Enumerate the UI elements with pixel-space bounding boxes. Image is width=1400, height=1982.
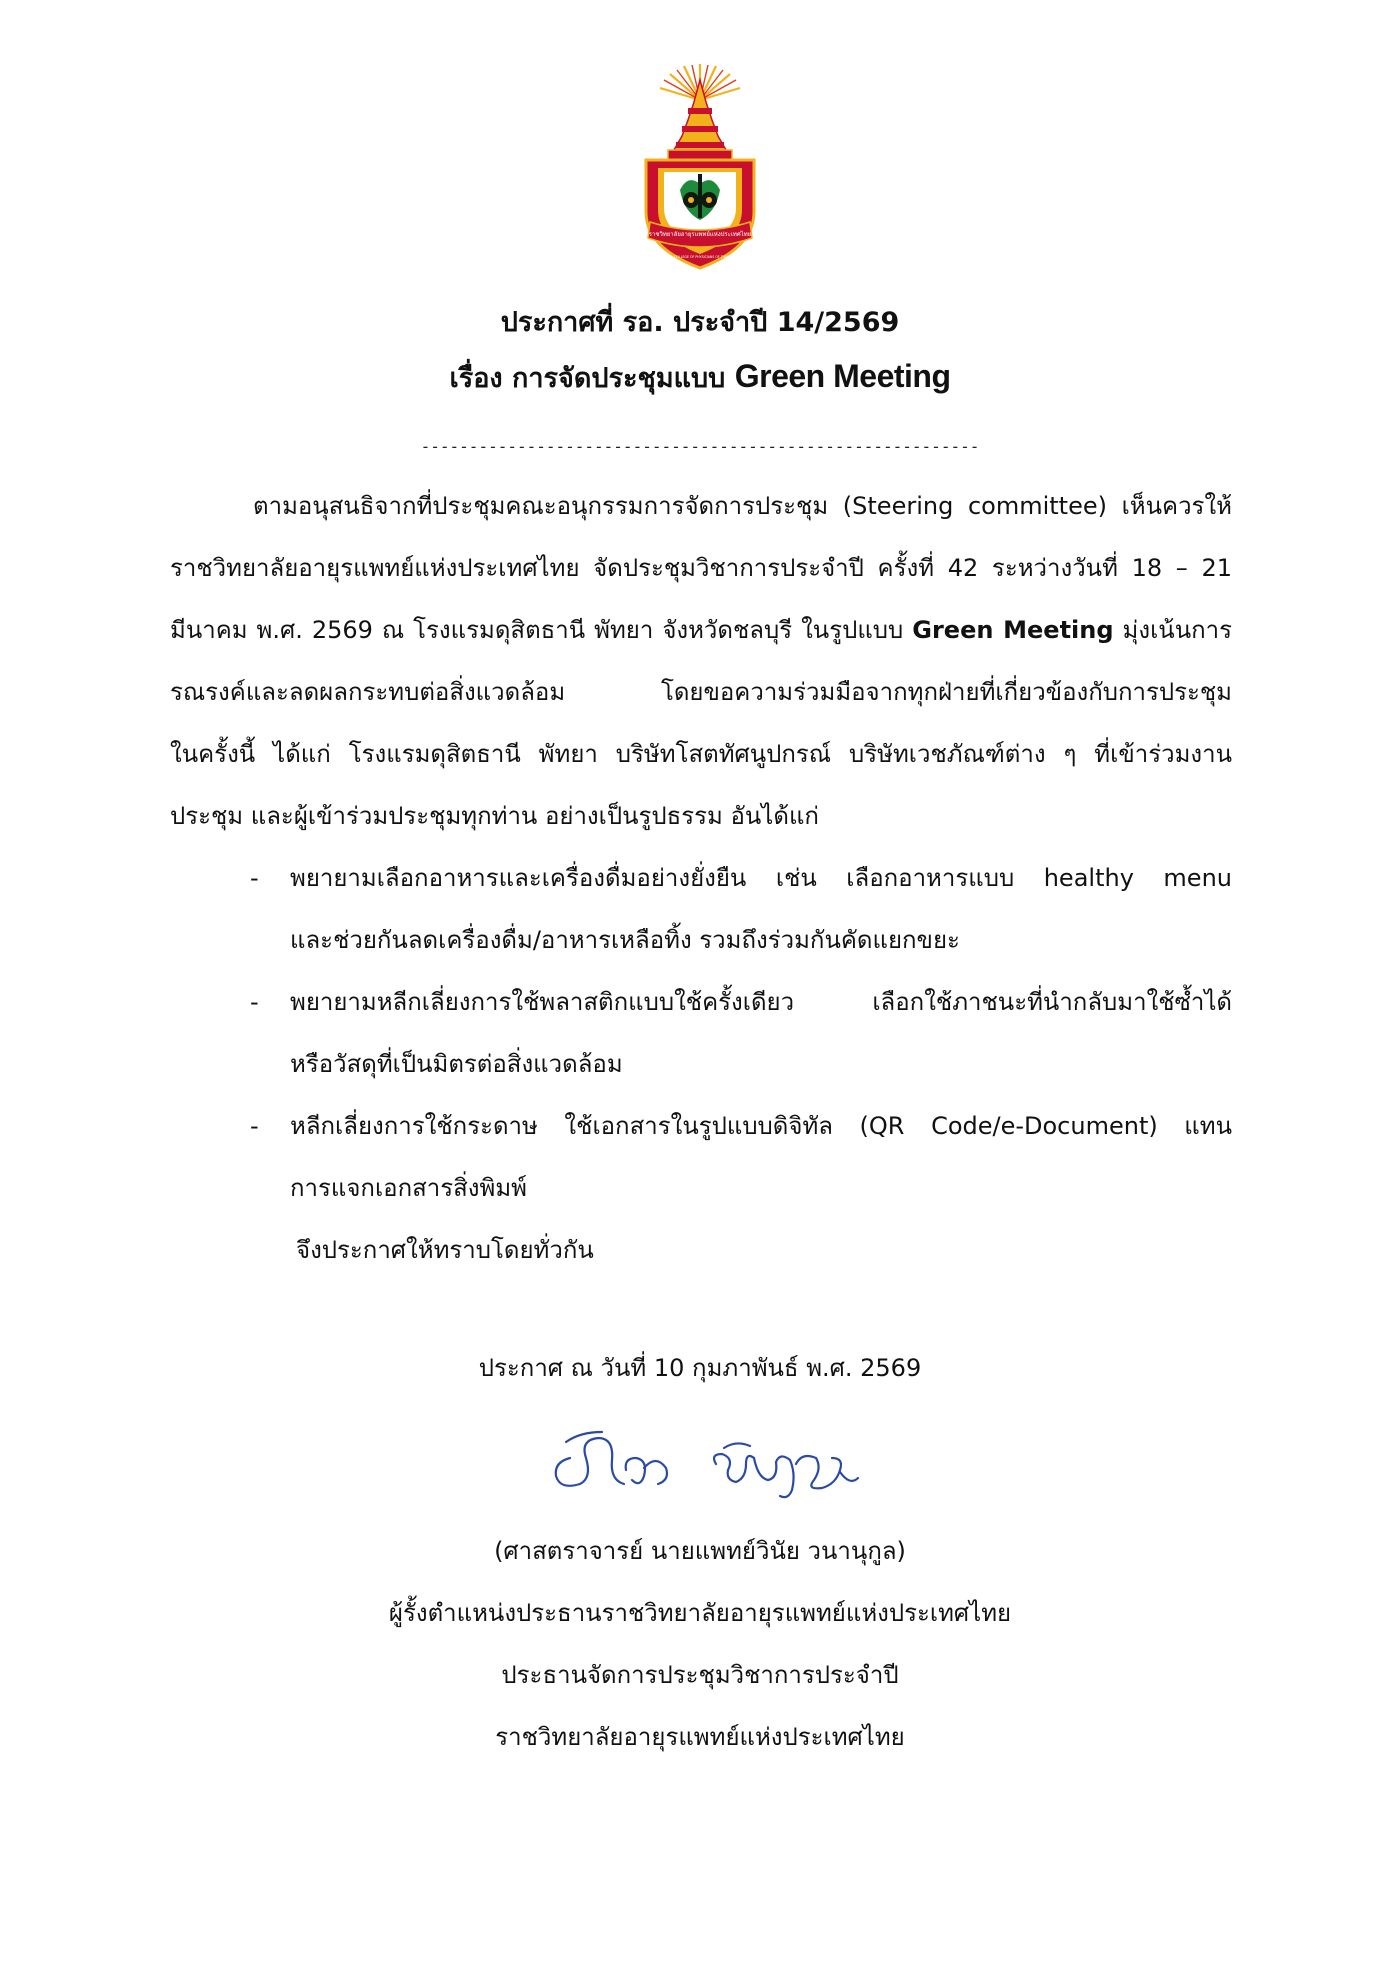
signatory-position-2: ประธานจัดการประชุมวิชาการประจำปี — [501, 1661, 899, 1689]
body-line-3 — [170, 612, 1232, 648]
signatory-name: (ศาสตราจารย์ นายแพทย์วินัย วนานุกูล) — [494, 1537, 906, 1565]
royal-college-seal-icon — [640, 62, 760, 272]
bullet-2-dash: - — [250, 988, 259, 1016]
closing-line: จึงประกาศให้ทราบโดยทั่วกัน — [296, 1236, 594, 1264]
announcement-date: ประกาศ ณ วันที่ 10 กุมภาพันธ์ พ.ศ. 2569 — [478, 1354, 922, 1382]
body-line-2: ราชวิทยาลัยอายุรแพทย์แห่งประเทศไทย จัดประชุมวิชาการประจำปี ครั้งที่ 42 ระหว่างวันที่ 18 – 21 — [170, 554, 1232, 582]
bullet-1-line-1: พยายามเลือกอาหารและเครื่องดื่มอย่างยั่งยืน เช่น เลือกอาหารแบบ healthy menu — [290, 864, 1232, 892]
subject-prefix: เรื่อง การจัดประชุมแบบ — [449, 363, 726, 394]
body-line-3-a: มีนาคม พ.ศ. 2569 ณ โรงแรมดุสิตธานี พัทยา จังหวัดชลบุรี ในรูปแบบ — [170, 616, 904, 644]
subject-green-meeting: Green Meeting — [734, 358, 951, 394]
bullet-2-line-2: หรือวัสดุที่เป็นมิตรต่อสิ่งแวดล้อม — [290, 1050, 623, 1078]
bullet-3-line-1: หลีกเลี่ยงการใช้กระดาษ ใช้เอกสารในรูปแบบดิจิทัล (QR Code/e-Document) แทน — [290, 1112, 1232, 1140]
seal-text: ราชวิทยาลัยอายุรแพทย์แห่งประเทศไทย — [648, 231, 752, 238]
bullet-3-dash: - — [250, 1112, 259, 1140]
announcement-number: ประกาศที่ รอ. ประจำปี 14/2569 — [500, 307, 900, 338]
announcement-subject — [0, 356, 1400, 399]
body-line-3-green-meeting: Green Meeting — [912, 616, 1114, 644]
body-line-5: ในครั้งนี้ ได้แก่ โรงแรมดุสิตธานี พัทยา บริษัทโสตทัศนูปกรณ์ บริษัทเวชภัณฑ์ต่าง ๆ ที่เข้าร่วมงาน — [170, 740, 1232, 768]
signatory-position-1: ผู้รั้งตำแหน่งประธานราชวิทยาลัยอายุรแพทย์แห่งประเทศไทย — [388, 1599, 1012, 1627]
body-line-4: รณรงค์และลดผลกระทบต่อสิ่งแวดล้อม โดยขอความร่วมมือจากทุกฝ่ายที่เกี่ยวข้องกับการประชุม — [170, 678, 1232, 706]
title-divider: ---------------------------------------------------------- — [420, 437, 980, 456]
signatory-position-3: ราชวิทยาลัยอายุรแพทย์แห่งประเทศไทย — [495, 1723, 905, 1751]
bullet-2-line-1: พยายามหลีกเลี่ยงการใช้พลาสติกแบบใช้ครั้งเดียว เลือกใช้ภาชนะที่นำกลับมาใช้ซ้ำได้ — [290, 988, 1232, 1016]
body-line-1: ตามอนุสนธิจากที่ประชุมคณะอนุกรรมการจัดการประชุม (Steering committee) เห็นควรให้ — [253, 492, 1232, 520]
bullet-3-line-2: การแจกเอกสารสิ่งพิมพ์ — [290, 1174, 527, 1202]
body-line-3-c: มุ่งเน้นการ — [1122, 616, 1232, 644]
handwritten-signature — [540, 1418, 880, 1508]
bullet-1-line-2: และช่วยกันลดเครื่องดื่ม/อาหารเหลือทิ้ง รวมถึงร่วมกันคัดแยกขยะ — [290, 926, 960, 954]
body-line-6: ประชุม และผู้เข้าร่วมประชุมทุกท่าน อย่างเป็นรูปธรรม อันได้แก่ — [170, 802, 819, 830]
bullet-1-dash: - — [250, 864, 259, 892]
seal-subtext: ROYAL COLLEGE OF PHYSICIANS OF THAILAND — [662, 255, 738, 259]
